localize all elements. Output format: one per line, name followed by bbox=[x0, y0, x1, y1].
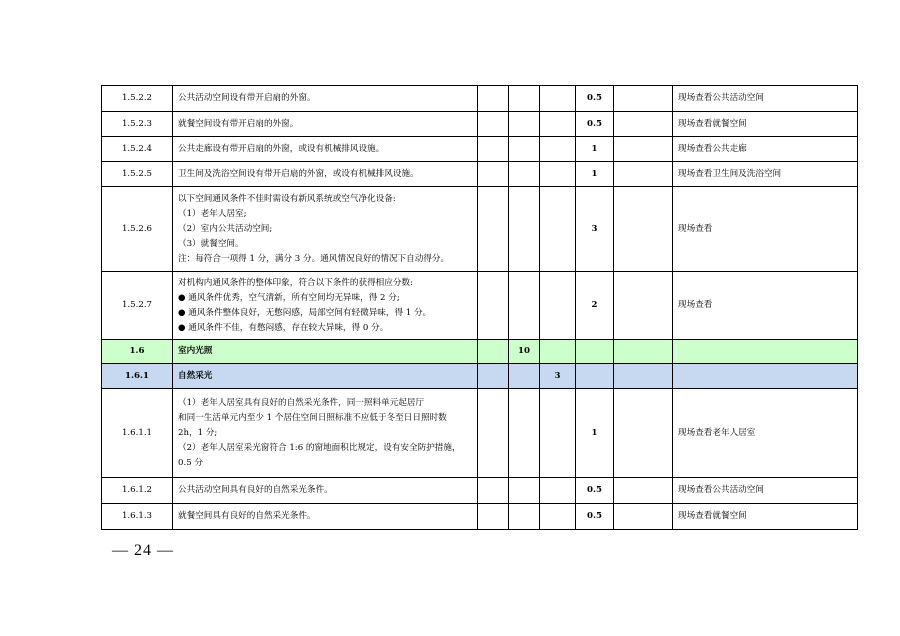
empty-cell bbox=[509, 162, 540, 187]
item-description: 对机构内通风条件的整体印象，符合以下条件的获得相应分数: ● 通风条件优秀，空气清新，所有空间均无异味，得 2 分; ● 通风条件整体良好，无憋闷感，局部空间有轻微异味，得 1 分。 ● 通风条件不佳，有憋闷感，存在较大异味，得 0 分。 bbox=[173, 272, 478, 340]
table-row bbox=[102, 504, 858, 530]
empty-cell bbox=[509, 137, 540, 162]
empty-cell bbox=[478, 389, 509, 478]
check-method: 现场查看就餐空间 bbox=[673, 504, 858, 530]
table-row bbox=[102, 162, 858, 187]
empty-cell bbox=[478, 340, 509, 364]
section-score: 3 bbox=[540, 364, 576, 389]
item-code: 1.6.1.3 bbox=[102, 504, 173, 530]
empty-cell bbox=[614, 504, 673, 530]
table-row bbox=[102, 137, 858, 162]
item-score: 0.5 bbox=[576, 478, 614, 504]
empty-cell bbox=[509, 112, 540, 137]
empty-cell bbox=[509, 364, 540, 389]
item-description: 卫生间及洗浴空间设有带开启扇的外窗，或设有机械排风设施。 bbox=[173, 162, 478, 187]
empty-cell bbox=[614, 112, 673, 137]
empty-cell bbox=[478, 162, 509, 187]
empty-cell bbox=[478, 364, 509, 389]
empty-cell bbox=[478, 86, 509, 112]
empty-cell bbox=[540, 504, 576, 530]
empty-cell bbox=[478, 272, 509, 340]
empty-cell bbox=[540, 162, 576, 187]
item-score: 0.5 bbox=[576, 86, 614, 112]
empty-cell bbox=[509, 86, 540, 112]
item-description: 就餐空间具有良好的自然采光条件。 bbox=[173, 504, 478, 530]
empty-cell bbox=[478, 504, 509, 530]
table-row bbox=[102, 187, 858, 272]
item-code: 1.5.2.3 bbox=[102, 112, 173, 137]
item-description: 公共活动空间设有带开启扇的外窗。 bbox=[173, 86, 478, 112]
check-method: 现场查看 bbox=[673, 272, 858, 340]
empty-cell bbox=[509, 389, 540, 478]
empty-cell bbox=[478, 478, 509, 504]
empty-cell bbox=[614, 340, 673, 364]
empty-cell bbox=[614, 364, 673, 389]
section-title: 室内光照 bbox=[173, 340, 478, 364]
empty-cell bbox=[614, 272, 673, 340]
item-code: 1.5.2.4 bbox=[102, 137, 173, 162]
item-score: 3 bbox=[576, 187, 614, 272]
empty-cell bbox=[576, 364, 614, 389]
empty-cell bbox=[673, 364, 858, 389]
table-row bbox=[102, 272, 858, 340]
item-code: 1.6.1.2 bbox=[102, 478, 173, 504]
empty-cell bbox=[509, 272, 540, 340]
item-description: 公共活动空间具有良好的自然采光条件。 bbox=[173, 478, 478, 504]
empty-cell bbox=[614, 389, 673, 478]
item-description: 公共走廊设有带开启扇的外窗，或设有机械排风设施。 bbox=[173, 137, 478, 162]
empty-cell bbox=[478, 137, 509, 162]
empty-cell bbox=[614, 137, 673, 162]
item-score: 1 bbox=[576, 389, 614, 478]
empty-cell bbox=[509, 187, 540, 272]
empty-cell bbox=[540, 389, 576, 478]
table-row bbox=[102, 112, 858, 137]
check-method: 现场查看老年人居室 bbox=[673, 389, 858, 478]
section-row-level1 bbox=[102, 340, 858, 364]
empty-cell bbox=[509, 478, 540, 504]
empty-cell bbox=[540, 112, 576, 137]
empty-cell bbox=[540, 187, 576, 272]
check-method: 现场查看就餐空间 bbox=[673, 112, 858, 137]
scoring-table bbox=[101, 85, 858, 530]
empty-cell bbox=[509, 504, 540, 530]
check-method: 现场查看卫生间及洗浴空间 bbox=[673, 162, 858, 187]
section-score: 10 bbox=[509, 340, 540, 364]
empty-cell bbox=[614, 86, 673, 112]
item-code: 1.6.1.1 bbox=[102, 389, 173, 478]
item-score: 1 bbox=[576, 162, 614, 187]
section-code: 1.6 bbox=[102, 340, 173, 364]
table-row bbox=[102, 389, 858, 478]
empty-cell bbox=[540, 340, 576, 364]
empty-cell bbox=[540, 86, 576, 112]
empty-cell bbox=[673, 340, 858, 364]
item-code: 1.5.2.6 bbox=[102, 187, 173, 272]
section-title: 自然采光 bbox=[173, 364, 478, 389]
item-code: 1.5.2.2 bbox=[102, 86, 173, 112]
item-score: 0.5 bbox=[576, 112, 614, 137]
item-score: 1 bbox=[576, 137, 614, 162]
empty-cell bbox=[478, 187, 509, 272]
item-score: 0.5 bbox=[576, 504, 614, 530]
item-code: 1.5.2.7 bbox=[102, 272, 173, 340]
empty-cell bbox=[540, 137, 576, 162]
table-row bbox=[102, 86, 858, 112]
item-code: 1.5.2.5 bbox=[102, 162, 173, 187]
empty-cell bbox=[614, 478, 673, 504]
item-description: （1）老年人居室具有良好的自然采光条件，同一照料单元起居厅 和同一生活单元内至少 1 个居住空间日照标准不应低于冬至日日照时数 2h，1 分; （2）老年人居室采光窗符合 1:6 的窗地面积比规定，设有安全防护措施， 0.5 分 bbox=[173, 389, 478, 478]
empty-cell bbox=[576, 340, 614, 364]
check-method: 现场查看公共活动空间 bbox=[673, 86, 858, 112]
empty-cell bbox=[614, 162, 673, 187]
check-method: 现场查看公共走廊 bbox=[673, 137, 858, 162]
item-description: 以下空间通风条件不佳时需设有新风系统或空气净化设备: （1）老年人居室; （2）室内公共活动空间; （3）就餐空间。 注：每符合一项得 1 分，满分 3 分。通风情况良好的情况下自动得分。 bbox=[173, 187, 478, 272]
empty-cell bbox=[478, 112, 509, 137]
empty-cell bbox=[540, 478, 576, 504]
table-row bbox=[102, 478, 858, 504]
empty-cell bbox=[614, 187, 673, 272]
page-number: — 24 — bbox=[112, 542, 174, 559]
check-method: 现场查看公共活动空间 bbox=[673, 478, 858, 504]
section-row-level2 bbox=[102, 364, 858, 389]
item-description: 就餐空间设有带开启扇的外窗。 bbox=[173, 112, 478, 137]
item-score: 2 bbox=[576, 272, 614, 340]
section-code: 1.6.1 bbox=[102, 364, 173, 389]
empty-cell bbox=[540, 272, 576, 340]
check-method: 现场查看 bbox=[673, 187, 858, 272]
